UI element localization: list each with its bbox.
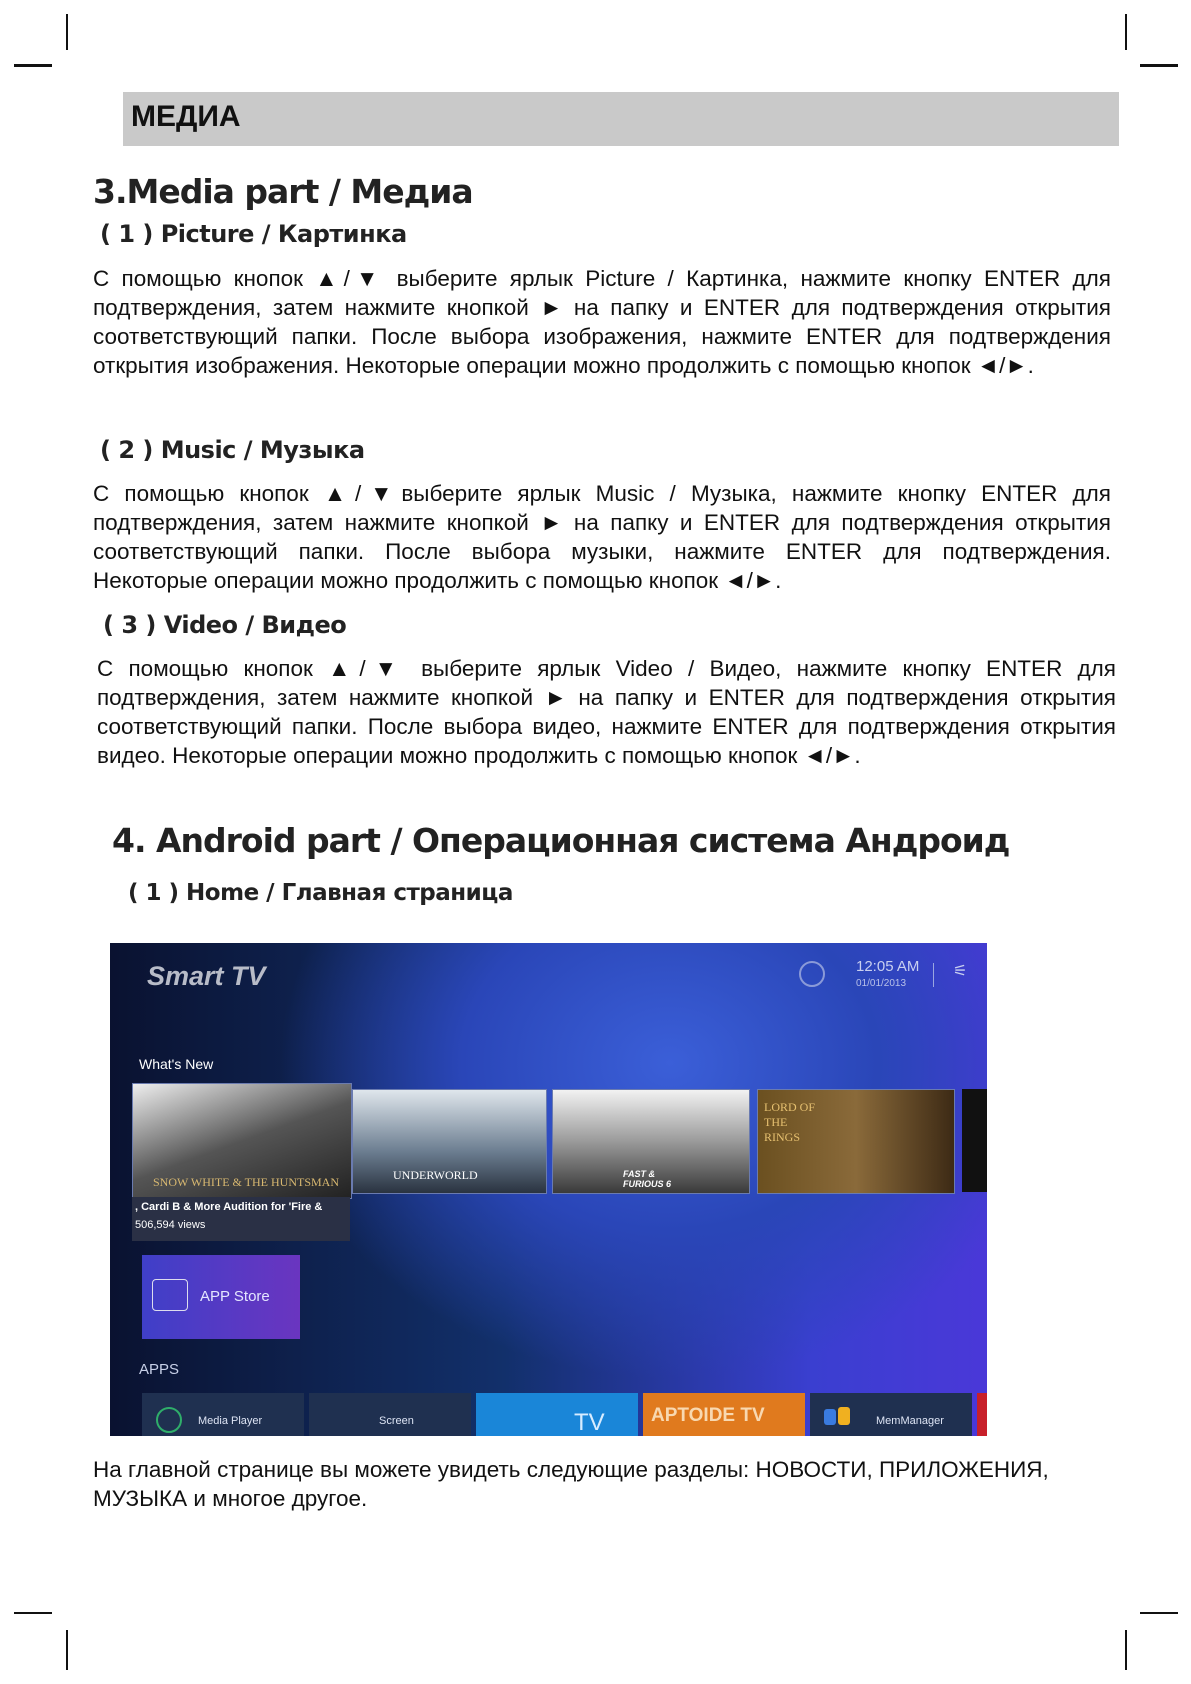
app-label: MemManager [876, 1415, 944, 1427]
tv-time: 12:05 AM [856, 958, 920, 975]
crop-mark [1125, 14, 1127, 50]
tv-logo: Smart TV [147, 961, 266, 991]
divider [933, 963, 934, 987]
caption-title: , Cardi B & More Audition for 'Fire & [135, 1201, 323, 1213]
crop-mark [14, 1612, 52, 1614]
poster-card[interactable] [962, 1089, 987, 1192]
whats-new-label: What's New [139, 1056, 214, 1072]
app-tile-screen[interactable] [309, 1393, 471, 1436]
crop-mark [66, 1630, 68, 1670]
app-label: Media Player [198, 1415, 263, 1427]
poster-card[interactable]: LORD OF THE RINGS [757, 1089, 955, 1194]
music-heading: ( 2 ) Music / Музыка [100, 436, 365, 464]
smart-tv-home-screenshot [110, 943, 987, 1436]
video-paragraph: С помощью кнопок ▲/▼ выберите ярлык Video / Видео, нажмите кнопку ENTER для подтверждения, затем нажмите кнопкой ► на папку и ENTER для подтверждения открытия соответствующий папки. После выбора видео, нажмите ENTER для подтверждения открытия видео. Некоторые операции можно продолжить с помощью кнопок ◄/►. [97, 656, 1116, 768]
poster-caption [132, 1197, 350, 1241]
home-heading: ( 1 ) Home / Главная страница [128, 880, 513, 906]
caption-views: 506,594 views [135, 1219, 206, 1231]
picture-heading: ( 1 ) Picture / Картинка [100, 220, 407, 248]
app-label: APTOIDE TV [651, 1405, 765, 1426]
app-tile-memmanager[interactable] [810, 1393, 972, 1436]
app-label: TV [574, 1409, 605, 1436]
crop-mark [66, 14, 68, 50]
app-tile-tv[interactable] [476, 1393, 638, 1436]
media-heading: 3.Media part / Медиа [93, 172, 473, 211]
app-label: Screen [379, 1415, 414, 1427]
section-title: МЕДИА [131, 100, 241, 133]
app-tile[interactable] [977, 1393, 987, 1436]
search-icon [799, 961, 825, 987]
poster-card[interactable]: UNDERWORLD [352, 1089, 547, 1194]
memmanager-icon [838, 1407, 850, 1425]
shopping-bag-icon [152, 1279, 188, 1311]
poster-card[interactable]: SNOW WHITE & THE HUNTSMAN [132, 1083, 352, 1199]
app-tile-aptoide[interactable] [643, 1393, 805, 1436]
apps-label: APPS [139, 1361, 180, 1378]
wifi-icon: ⚟ [953, 963, 968, 980]
memmanager-icon [824, 1409, 836, 1425]
app-store-tile[interactable]: APP Store [142, 1255, 300, 1339]
home-description: На главной странице вы можете увидеть следующие разделы: НОВОСТИ, ПРИЛОЖЕНИЯ, МУЗЫКА и многое другое. [93, 1457, 1049, 1511]
crop-mark [14, 64, 52, 67]
android-heading: 4. Android part / Операционная система Андроид [112, 821, 1010, 860]
poster-card[interactable]: FAST & FURIOUS 6 [552, 1089, 750, 1194]
video-heading: ( 3 ) Video / Видео [103, 611, 347, 639]
picture-paragraph: С помощью кнопок ▲/▼ выберите ярлык Picture / Картинка, нажмите кнопку ENTER для подтверждения, затем нажмите кнопкой ► на папку и ENTER для подтверждения открытия соответствующий папки. После выбора изображения, нажмите ENTER для подтверждения открытия изображения. Некоторые операции можно продолжить с помощью кнопок ◄/►. [93, 266, 1111, 378]
crop-mark [1140, 1612, 1178, 1614]
music-paragraph: С помощью кнопок ▲/▼выберите ярлык Music / Музыка, нажмите кнопку ENTER для подтверждения, затем нажмите кнопкой ► на папку и ENTER для подтверждения открытия соответствующий папки. После выбора музыки, нажмите ENTER для подтверждения. Некоторые операции можно продолжить с помощью кнопок ◄/►. [93, 481, 1111, 593]
media-player-icon [156, 1407, 182, 1433]
crop-mark [1140, 64, 1178, 67]
crop-mark [1125, 1630, 1127, 1670]
tv-date: 01/01/2013 [856, 978, 907, 989]
section-band [123, 92, 1119, 146]
app-tile-media-player[interactable] [142, 1393, 304, 1436]
